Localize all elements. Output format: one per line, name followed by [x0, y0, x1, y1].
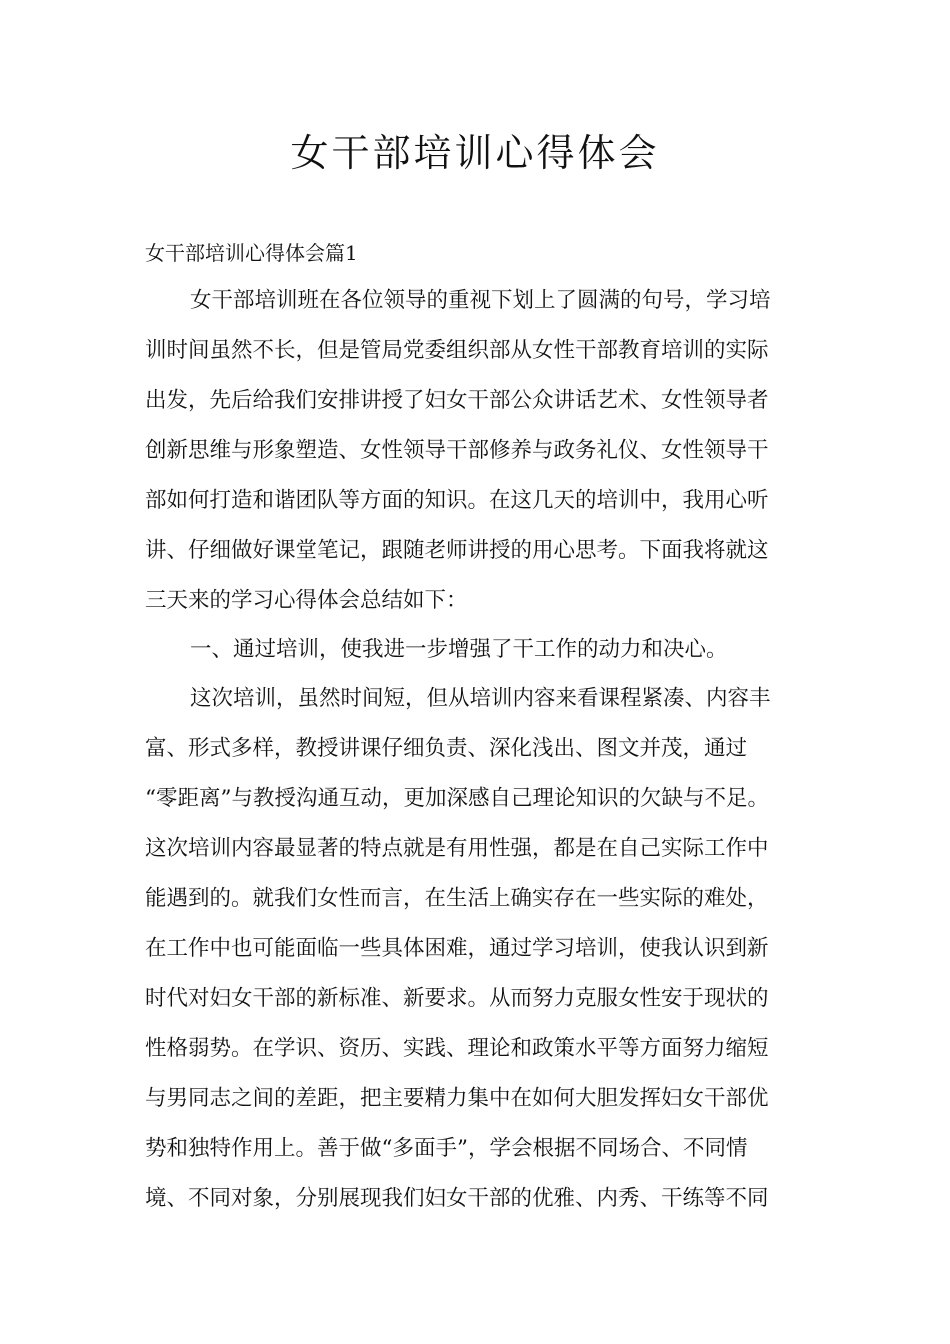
paragraph-line: 三天来的学习心得体会总结如下：: [145, 588, 468, 613]
subheading-line: 一、通过培训，使我进一步增强了干工作的动力和决心。: [190, 637, 728, 662]
paragraph-line: 讲、仔细做好课堂笔记，跟随老师讲授的用心思考。下面我将就这: [145, 538, 769, 563]
paragraph-line: 在工作中也可能面临一些具体困难，通过学习培训，使我认识到新: [145, 936, 769, 961]
paragraph-line: 这次培训，虽然时间短，但从培训内容来看课程紧凑、内容丰: [190, 686, 771, 711]
paragraph-line: 势和独特作用上。善于做“多面手”，学会根据不同场合、不同情: [145, 1136, 748, 1161]
paragraph-line: 性格弱势。在学识、资历、实践、理论和政策水平等方面努力缩短: [145, 1036, 769, 1061]
section-heading: 女干部培训心得体会篇1: [145, 241, 358, 265]
paragraph-line: 创新思维与形象塑造、女性领导干部修养与政务礼仪、女性领导干: [145, 438, 769, 463]
paragraph-line: 女干部培训班在各位领导的重视下划上了圆满的句号，学习培: [190, 288, 771, 313]
paragraph-line: “零距离”与教授沟通互动，更加深感自己理论知识的欠缺与不足。: [145, 786, 769, 811]
paragraph-line: 部如何打造和谐团队等方面的知识。在这几天的培训中，我用心听: [145, 488, 769, 513]
paragraph-line: 富、形式多样，教授讲课仔细负责、深化浅出、图文并茂，通过: [145, 736, 748, 761]
paragraph-line: 训时间虽然不长，但是管局党委组织部从女性干部教育培训的实际: [145, 338, 769, 363]
document-title: 女干部培训心得体会: [290, 131, 660, 175]
paragraph-line: 与男同志之间的差距，把主要精力集中在如何大胆发挥妇女干部优: [145, 1086, 769, 1111]
paragraph-line: 境、不同对象，分别展现我们妇女干部的优雅、内秀、干练等不同: [145, 1186, 769, 1211]
paragraph-line: 时代对妇女干部的新标准、新要求。从而努力克服女性安于现状的: [145, 986, 769, 1011]
paragraph-line: 出发，先后给我们安排讲授了妇女干部公众讲话艺术、女性领导者: [145, 388, 769, 413]
paragraph-line: 这次培训内容最显著的特点就是有用性强，都是在自己实际工作中: [145, 836, 769, 861]
paragraph-line: 能遇到的。就我们女性而言，在生活上确实存在一些实际的难处，: [145, 886, 769, 911]
